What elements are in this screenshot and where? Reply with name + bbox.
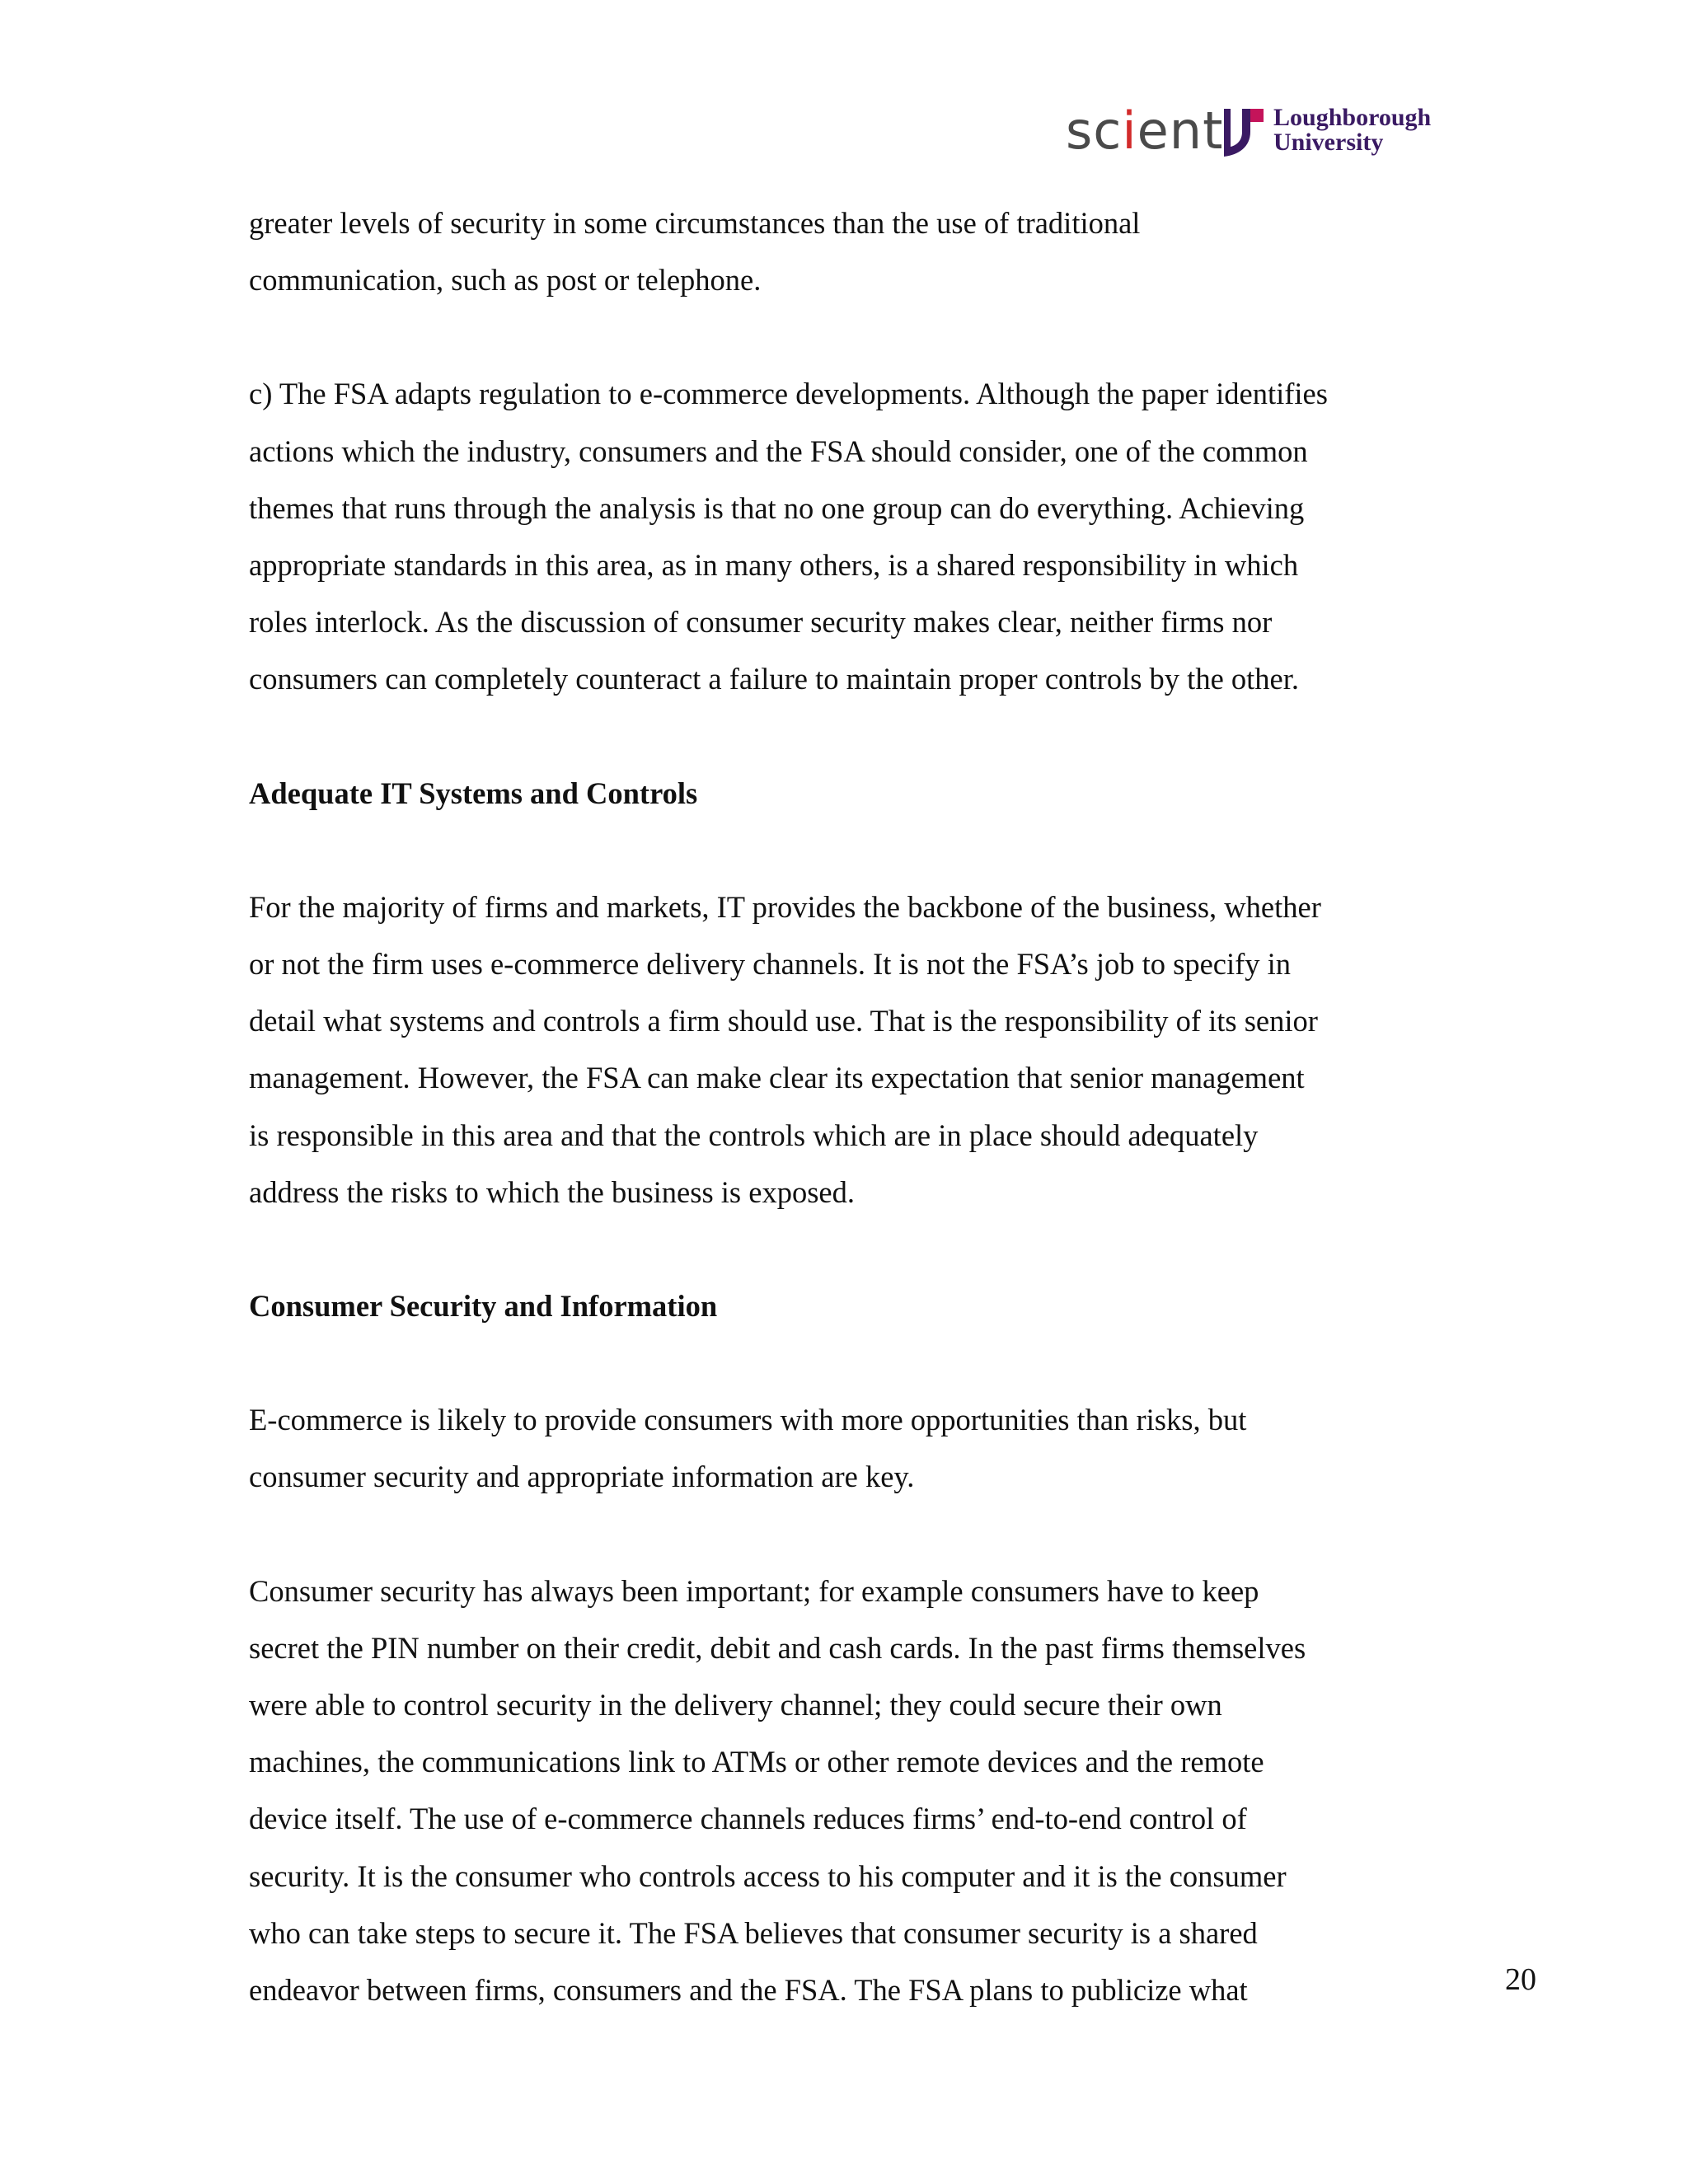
- university-name-line2: University: [1273, 129, 1384, 156]
- loughborough-university-wordmark: [1273, 105, 1431, 155]
- header-logos: [1066, 101, 1445, 163]
- scient-logo-part: sc: [1066, 101, 1123, 161]
- section-heading: Adequate IT Systems and Controls: [249, 776, 698, 810]
- body-paragraph: For the majority of firms and markets, IT provides the backbone of the business, whether or not the firm uses e-commerce delivery channels. It is not the FSA’s job to specify in detail what systems and controls a firm should use. That is the responsibility of its senior management. However, the FSA can make clear its expectation that senior management is responsible in this area and that the controls which are in place should adequately address the risks to which the business is exposed.: [249, 889, 1321, 1209]
- document-body: [249, 194, 1452, 2075]
- body-paragraph: Consumer security has always been important; for example consumers have to keep secret the PIN number on their credit, debit and cash cards. In the past firms themselves were able to control security in the delivery channel; they could secure their own machines, the communications link to ATMs or other remote devices and the remote device itself. The use of e-commerce channels reduces firms’ end-to-end control of security. It is the consumer who controls access to his computer and it is the consumer who can take steps to secure it. The FSA believes that consumer security is a shared endeavor between firms, consumers and the FSA. The FSA plans to publicize what: [249, 1573, 1306, 2008]
- page-number: 20: [1505, 1962, 1536, 1997]
- body-paragraph: greater levels of security in some circumstances than the use of traditional communication, such as post or telephone.: [249, 206, 1141, 298]
- scient-logo: [1066, 101, 1234, 171]
- shield-accent-icon: [1250, 109, 1264, 122]
- loughborough-shield-icon: [1222, 107, 1265, 158]
- section-heading: Consumer Security and Information: [249, 1289, 718, 1324]
- university-name-line1: Loughborough: [1273, 104, 1432, 131]
- scient-logo-part: ent: [1137, 101, 1224, 161]
- body-paragraph: E-commerce is likely to provide consumers with more opportunities than risks, but consumer security and appropriate information are key.: [249, 1403, 1247, 1494]
- body-paragraph: c) The FSA adapts regulation to e-commerce developments. Although the paper identifies actions which the industry, consumers and the FSA should consider, one of the common themes that runs through the analysis is that no one group can do everything. Achieving appropriate standards in this area, as in many others, is a shared responsibility in which roles interlock. As the discussion of consumer security makes clear, neither firms nor consumers can completely counteract a failure to maintain proper controls by the other.: [249, 377, 1328, 696]
- scient-logo-accent: i: [1122, 101, 1137, 161]
